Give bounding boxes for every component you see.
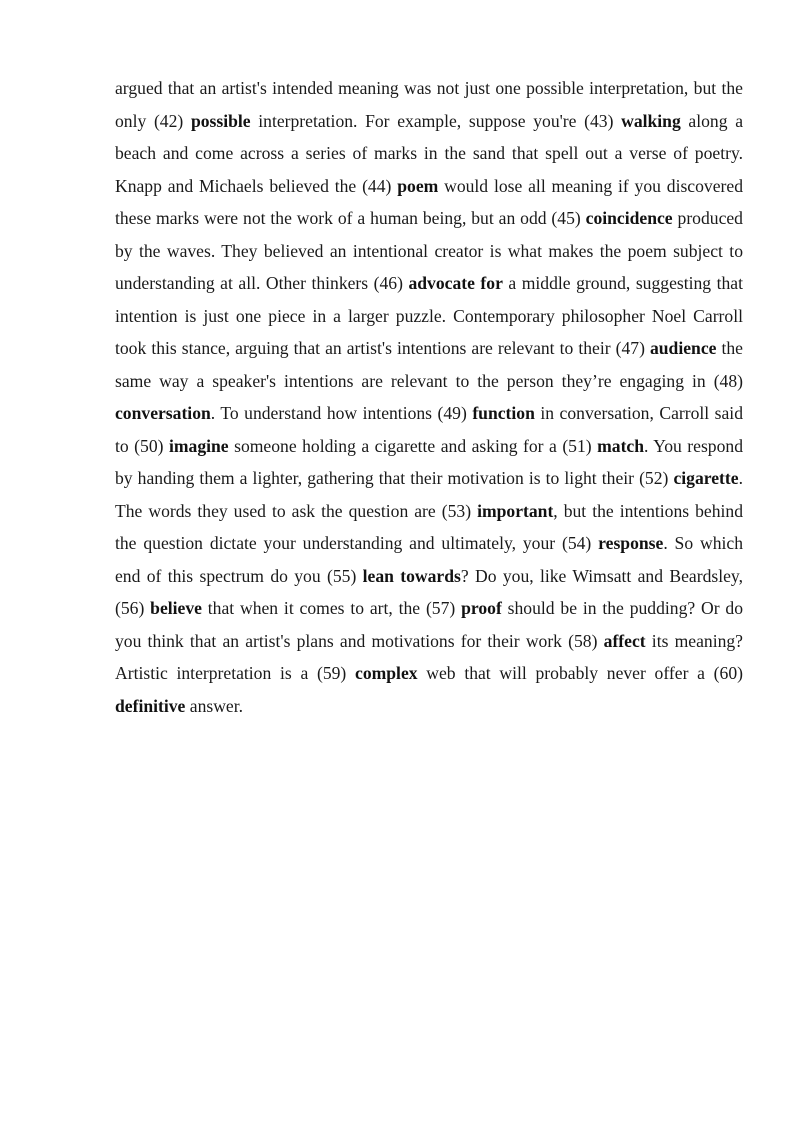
text-run: web that will probably never offer a (60) bbox=[417, 663, 743, 683]
answer-word: proof bbox=[461, 598, 502, 618]
body-paragraph bbox=[115, 72, 743, 722]
answer-word: affect bbox=[603, 630, 646, 651]
answer-word: imagine bbox=[168, 435, 229, 456]
answer-word: conversation bbox=[115, 403, 211, 423]
text-run: the same way a speaker's intentions are relevant to the person they’re engaging in (48) bbox=[115, 338, 743, 391]
answer-word: response bbox=[598, 533, 664, 553]
text-run: along a beach and come across a series of marks in the sand that spell out a verse of poetry. Knapp and Michaels believed the (44) bbox=[115, 110, 743, 196]
answer-word: poem bbox=[397, 175, 439, 196]
text-run: answer. bbox=[185, 695, 244, 716]
text-run: ? Do you, like Wimsatt and Beardsley, (56) bbox=[115, 565, 743, 618]
text-run: that when it comes to art, the (57) bbox=[201, 598, 462, 618]
text-run: in conversation, Carroll said to (50) bbox=[115, 403, 743, 456]
answer-word: match bbox=[597, 435, 645, 456]
answer-word: believe bbox=[150, 598, 202, 618]
text-run: . The words they used to ask the question are (53) bbox=[115, 468, 743, 521]
answer-word: coincidence bbox=[585, 208, 673, 228]
text-run: should be in the pudding? Or do you think that an artist's plans and motivations for their work (58) bbox=[115, 598, 743, 651]
text-run: , but the intentions behind the question dictate your understanding and ultimately, your (54) bbox=[115, 500, 744, 553]
text-run: would lose all meaning if you discovered these marks were not the work of a human being, but an odd (45) bbox=[115, 175, 743, 228]
answer-word: complex bbox=[355, 663, 418, 683]
answer-word: cigarette bbox=[673, 468, 739, 488]
answer-word: lean towards bbox=[362, 565, 461, 586]
answer-word: important bbox=[477, 500, 554, 521]
text-run: . You respond by handing them a lighter, gathering that their motivation is to light their (52) bbox=[115, 435, 743, 488]
text-run: produced by the waves. They believed an intentional creator is what makes the poem subject to understanding at all. Other thinkers (46) bbox=[115, 208, 743, 293]
answer-word: audience bbox=[649, 338, 717, 358]
answer-word: walking bbox=[621, 110, 681, 131]
text-run: someone holding a cigarette and asking for a (51) bbox=[228, 435, 598, 456]
answer-word: possible bbox=[190, 110, 251, 131]
text-run: argued that an artist's intended meaning was not just one possible interpretation, but the only (42) bbox=[115, 78, 743, 131]
answer-word: function bbox=[472, 403, 535, 423]
text-run: . To understand how intentions (49) bbox=[210, 403, 473, 423]
text-run: its meaning? Artistic interpretation is a (59) bbox=[115, 630, 743, 683]
text-run: . So which end of this spectrum do you (55) bbox=[115, 533, 743, 586]
text-run: a middle ground, suggesting that intention is just one piece in a larger puzzle. Contemporary philosopher Noel Carroll took this stance, arguing that an artist's intentions are relevant to their (47) bbox=[115, 273, 743, 358]
answer-word: advocate for bbox=[408, 273, 503, 293]
text-run: interpretation. For example, suppose you're (43) bbox=[250, 110, 622, 131]
answer-word: definitive bbox=[115, 695, 186, 716]
